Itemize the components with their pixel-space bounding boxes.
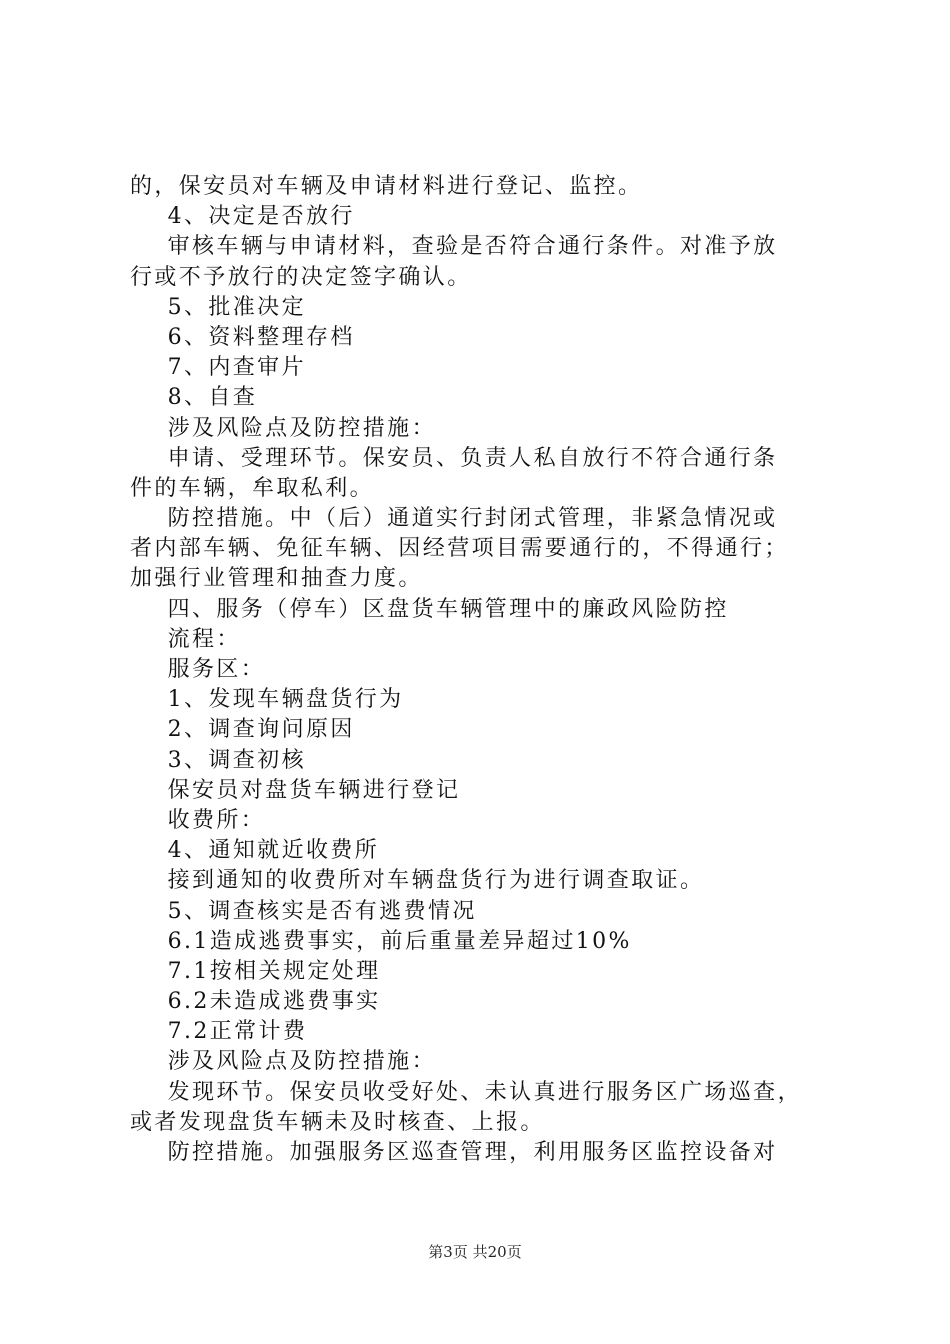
text-line: 审核车辆与申请材料，查验是否符合通行条件。对准予放 bbox=[130, 234, 778, 260]
text-line: 防控措施。加强服务区巡查管理，利用服务区监控设备对 bbox=[130, 1140, 778, 1165]
text-line: 4、决定是否放行 bbox=[130, 204, 355, 230]
text-line: 防控措施。中（后）通道实行封闭式管理，非紧急情况或 bbox=[130, 506, 778, 532]
text-line: 6、资料整理存档 bbox=[130, 324, 355, 350]
text-line: 四、服务（停车）区盘货车辆管理中的廉政风险防控 bbox=[130, 596, 729, 622]
text-line: 收费所： bbox=[130, 807, 266, 833]
text-line: 发现环节。保安员收受好处、未认真进行服务区广场巡查， bbox=[130, 1079, 802, 1105]
text-line: 件的车辆，牟取私利。 bbox=[130, 475, 375, 501]
text-line: 5、批准决定 bbox=[130, 294, 306, 320]
text-line: 6.2未造成逃费事实 bbox=[130, 989, 381, 1015]
text-line: 5、调查核实是否有逃费情况 bbox=[130, 898, 477, 924]
text-line: 保安员对盘货车辆进行登记 bbox=[130, 777, 461, 803]
text-line: 2、调查询问原因 bbox=[130, 717, 355, 743]
text-line: 接到通知的收费所对车辆盘货行为进行调查取证。 bbox=[130, 868, 705, 894]
text-line: 服务区： bbox=[130, 657, 266, 682]
text-line: 4、通知就近收费所 bbox=[130, 838, 380, 864]
text-line: 的，保安员对车辆及申请材料进行登记、监控。 bbox=[130, 174, 643, 199]
page-number-footer: 第3页 共20页 bbox=[428, 1243, 522, 1261]
text-line: 加强行业管理和抽查力度。 bbox=[130, 566, 423, 592]
text-line: 7.1按相关规定处理 bbox=[130, 958, 381, 984]
text-line: 6.1造成逃费事实，前后重量差异超过10% bbox=[130, 928, 632, 954]
text-line: 3、调查初核 bbox=[130, 747, 306, 773]
text-line: 涉及风险点及防控措施： bbox=[130, 415, 436, 441]
text-line: 者内部车辆、免征车辆、因经营项目需要通行的，不得通行； bbox=[130, 536, 789, 562]
document-body bbox=[130, 172, 842, 1168]
text-line: 涉及风险点及防控措施： bbox=[130, 1049, 436, 1075]
text-line: 8、自查 bbox=[130, 385, 258, 411]
text-line: 1、发现车辆盘货行为 bbox=[130, 687, 404, 713]
text-line: 流程： bbox=[130, 626, 241, 652]
text-line: 7、内查审片 bbox=[130, 355, 306, 381]
text-line: 行或不予放行的决定签字确认。 bbox=[130, 264, 472, 290]
text-line: 申请、受理环节。保安员、负责人私自放行不符合通行条 bbox=[130, 445, 778, 471]
text-line: 7.2正常计费 bbox=[130, 1019, 308, 1045]
text-line: 或者发现盘货车辆未及时核查、上报。 bbox=[130, 1109, 545, 1135]
